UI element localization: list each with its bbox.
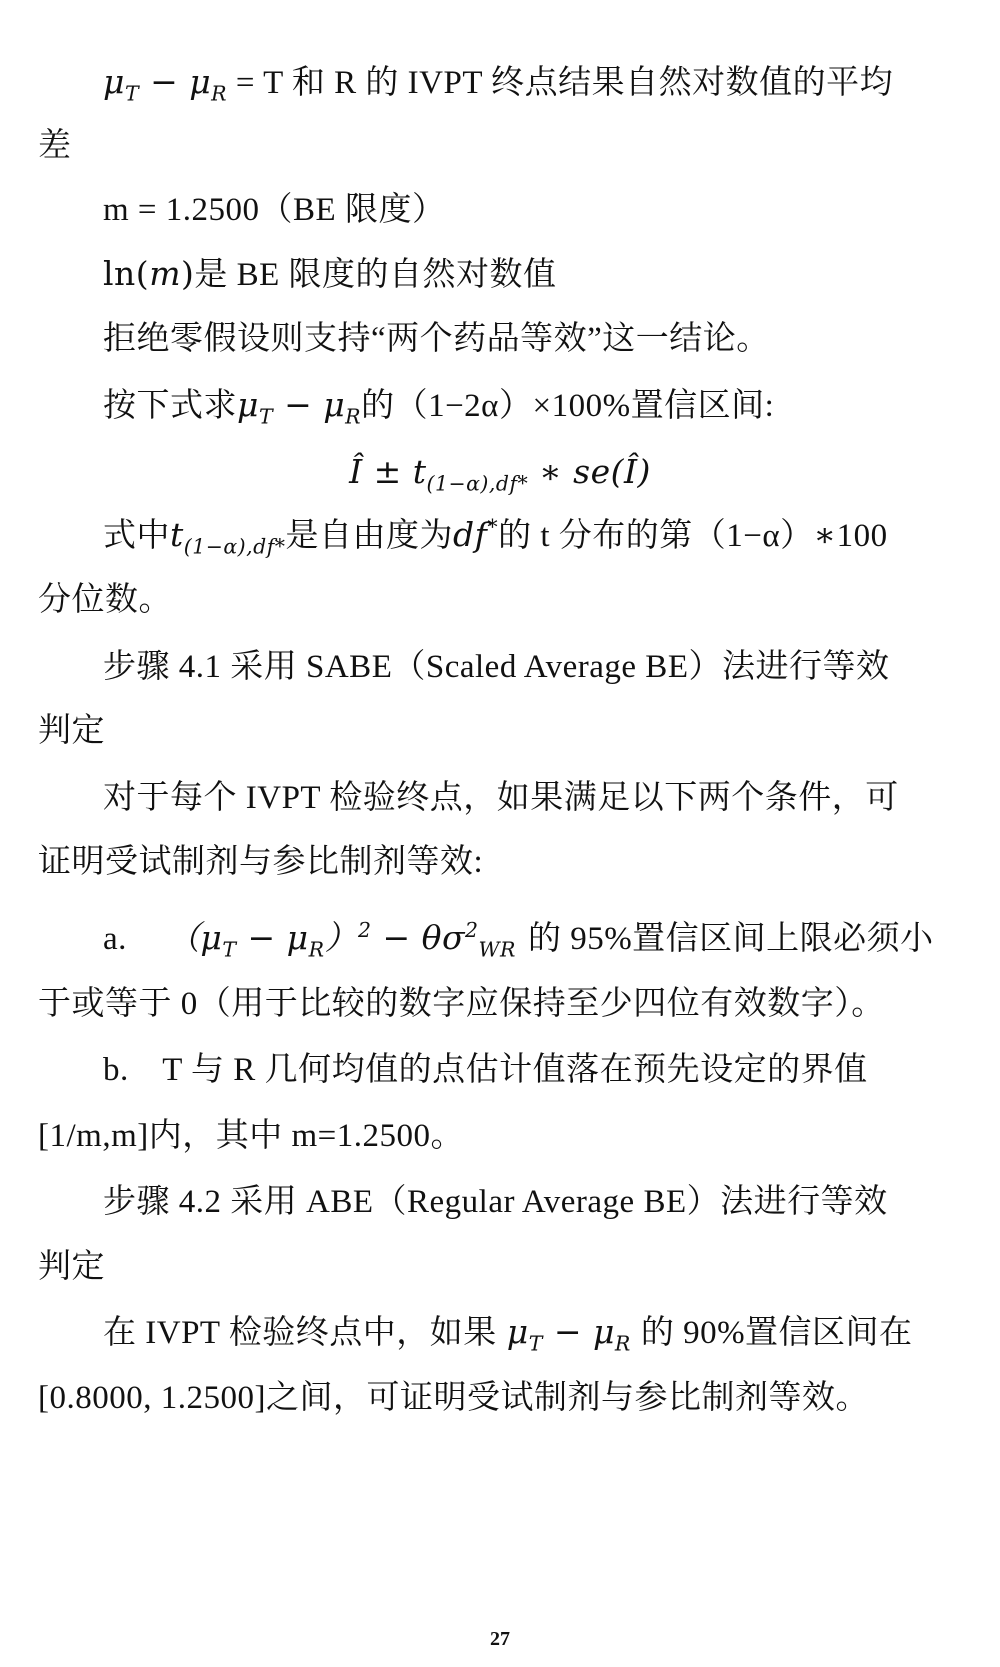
formula-mu-diff: $\mu_T - \mu_R$ [506, 1312, 631, 1356]
text-line: 分位数。 [38, 582, 172, 618]
text-line [103, 385, 775, 429]
text-fragment: 是 BE 限度的自然对数值 [194, 257, 557, 293]
text-line [103, 254, 557, 295]
text-fragment: 的 t 分布的第（1−α）∗100 [498, 518, 888, 554]
text-fragment: = T 和 R 的 IVPT 终点结果自然对数值的平均 [227, 65, 894, 101]
condition-b: b. T 与 R 几何均值的点估计值落在预先设定的界值 [103, 1052, 868, 1088]
text-fragment: 在 IVPT 检验终点中，如果 [103, 1315, 497, 1351]
formula-sabe-criterion: $(\mu_T - \mu_R)^2 - \theta\sigma^2_{WR}$ [166, 918, 516, 962]
formula-df: df* [453, 515, 499, 554]
text-line [103, 515, 888, 559]
text-line: [1/m,m]内，其中 m=1.2500。 [38, 1118, 465, 1154]
text-fragment: 的 95%置信区间上限必须小 [527, 921, 934, 957]
confidence-interval-formula: Î ± $t_{(1-\alpha),df*}$ ∗ se(Î) [349, 452, 651, 496]
text-fragment: 式中 [103, 518, 170, 554]
text-line: 于或等于 0（用于比较的数字应保持至少四位有效数字）。 [38, 986, 885, 1022]
text-line: [0.8000, 1.2500]之间，可证明受试制剂与参比制剂等效。 [38, 1380, 869, 1416]
section-heading-cont: 判定 [38, 713, 105, 749]
text-line: 差 [38, 128, 72, 164]
text-fragment: 的（1−2α）×100%置信区间: [361, 388, 775, 424]
formula-t-quantile: $t_{(1-\alpha),df*}$ [170, 515, 286, 559]
section-heading: 步骤 4.1 采用 SABE（Scaled Average BE）法进行等效 [103, 649, 890, 685]
formula-mu-diff: $\mu_T - \mu_R$ [237, 385, 362, 429]
list-label: a. [103, 921, 127, 957]
formula-ln-m: ln(m) [103, 254, 195, 293]
condition-a [103, 918, 934, 962]
text-line [103, 62, 894, 106]
formula-mu-diff: $\mu_T - \mu_R$ [103, 62, 228, 106]
section-heading: 步骤 4.2 采用 ABE（Regular Average BE）法进行等效 [103, 1184, 888, 1220]
text-line [103, 1312, 913, 1356]
text-fragment: 是自由度为 [285, 518, 454, 554]
text-fragment: 按下式求 [103, 388, 237, 424]
text-line: 证明受试制剂与参比制剂等效: [38, 844, 484, 880]
page-number: 27 [490, 1628, 510, 1650]
text-fragment: 的 90%置信区间在 [640, 1315, 913, 1351]
section-heading-cont: 判定 [38, 1249, 105, 1285]
text-line: 拒绝零假设则支持“两个药品等效”这一结论。 [103, 321, 770, 357]
text-line: 对于每个 IVPT 检验终点，如果满足以下两个条件，可 [103, 780, 899, 816]
text-line: m = 1.2500（BE 限度） [103, 192, 446, 228]
